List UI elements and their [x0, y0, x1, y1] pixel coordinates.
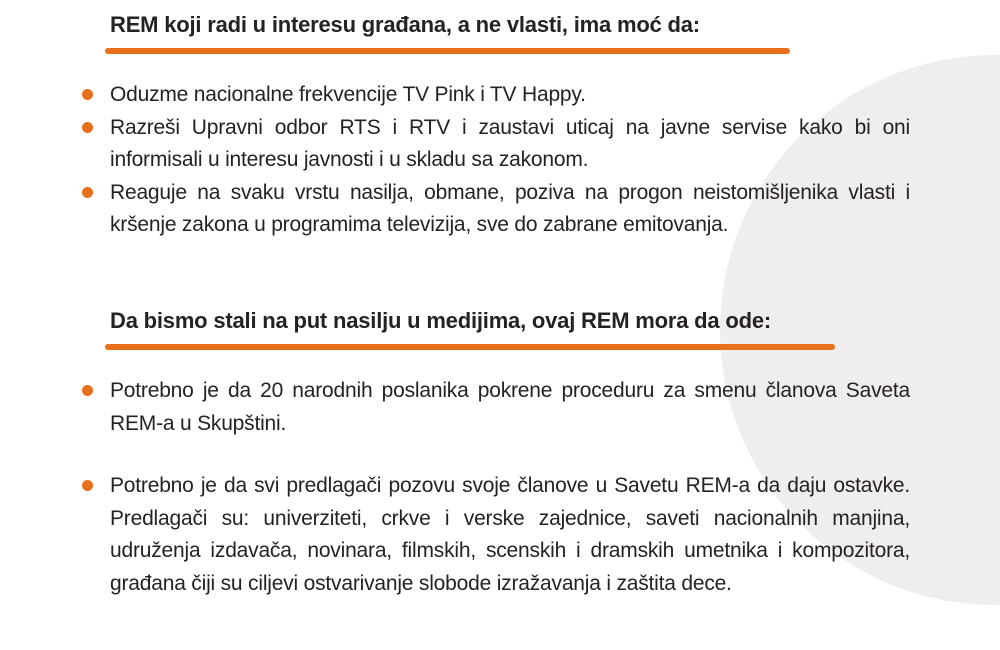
- list-item: [82, 79, 910, 112]
- list-item-text: Reaguje na svaku vrstu nasilja, obmane, poziva na progon neistomišljenika vlasti i kršenje zakona u programima televizija, sve do zabrane emitovanja.: [110, 180, 910, 236]
- section-rem-removal: [82, 306, 910, 600]
- bullet-list: [82, 79, 910, 242]
- list-item: [82, 112, 910, 177]
- bullet-dot-icon: [82, 480, 93, 491]
- bullet-dot-icon: [82, 122, 93, 133]
- section-rem-powers: [82, 10, 910, 242]
- section-heading: REM koji radi u interesu građana, a ne vlasti, ima moć da:: [110, 12, 700, 37]
- list-item-text: Oduzme nacionalne frekvencije TV Pink i TV Happy.: [110, 83, 586, 106]
- list-item-text: Potrebno je da 20 narodnih poslanika pokrene proceduru za smenu članova Saveta REM-a u Skupštini.: [110, 379, 910, 435]
- list-item-text: Potrebno je da svi predlagači pozovu svoje članove u Savetu REM-a da daju ostavke. Predlagači su: univerziteti, crkve i verske zajednice, saveti nacionalnih manjina, udruženja izdavača, novinara, filmskih, scenskih i dramskih umetnika i kompozitora, građana čiji su ciljevi ostvarivanje slobode izražavanja i zaštita dece.: [110, 474, 910, 595]
- bullet-dot-icon: [82, 385, 93, 396]
- list-item: [82, 470, 910, 600]
- bullet-dot-icon: [82, 89, 93, 100]
- bullet-list: [82, 375, 910, 600]
- list-item: [82, 375, 910, 440]
- heading-underline-bar: [105, 48, 790, 54]
- heading-underline-bar: [105, 344, 835, 350]
- list-item-text: Razreši Upravni odbor RTS i RTV i zaustavi uticaj na javne servise kako bi oni informisali u interesu javnosti i u skladu sa zakonom.: [110, 115, 910, 171]
- bullet-dot-icon: [82, 187, 93, 198]
- section-heading: Da bismo stali na put nasilju u medijima, ovaj REM mora da ode:: [110, 308, 771, 333]
- list-item: [82, 177, 910, 242]
